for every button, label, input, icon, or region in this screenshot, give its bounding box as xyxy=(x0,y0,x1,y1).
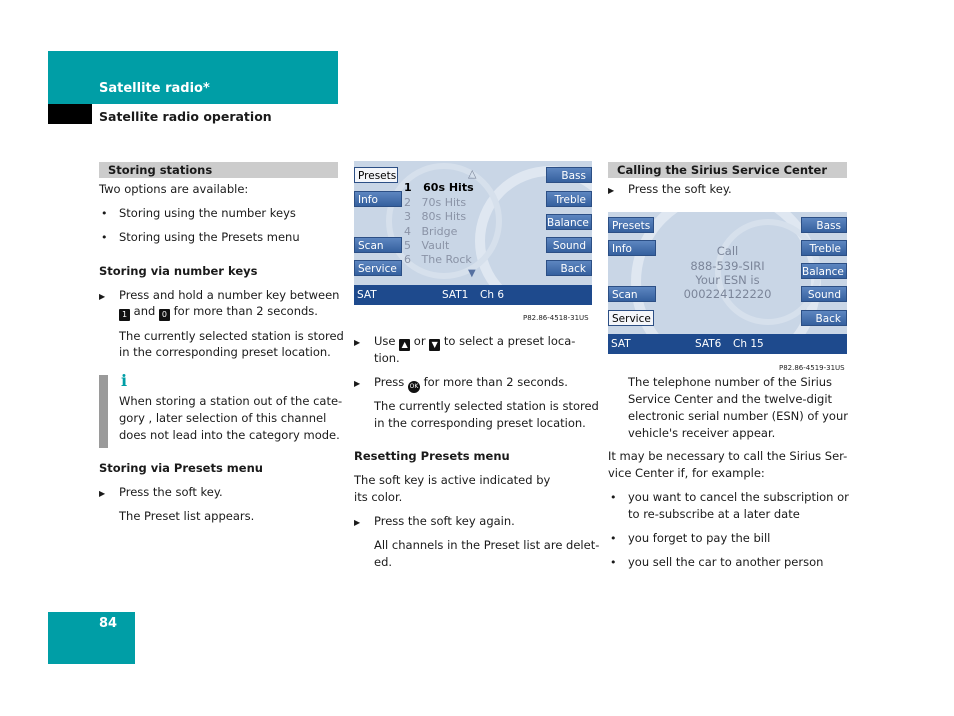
result-text: The Preset list appears. xyxy=(119,509,255,523)
step-text: Press the soft key again. xyxy=(374,514,515,528)
presets-screen xyxy=(354,161,592,305)
preset-item[interactable]: 5 Vault xyxy=(404,239,450,252)
info-icon: i xyxy=(121,371,128,390)
step-text-line: 1 and 0 for more than 2 seconds. xyxy=(119,303,318,321)
result-text: Service Center and the twelve-digit xyxy=(628,392,833,406)
note-text: gory , later selection of this channel xyxy=(119,411,327,425)
bullet-icon: • xyxy=(610,491,617,504)
section-marker xyxy=(48,104,92,124)
page-number: 84 xyxy=(99,616,118,631)
status-bar xyxy=(608,334,847,354)
step-arrow-icon: ▶ xyxy=(354,518,361,527)
step-arrow-icon: ▶ xyxy=(354,379,361,388)
body-text: The soft key is active indicated by xyxy=(354,473,551,487)
softkey-treble[interactable]: Treble xyxy=(801,240,847,256)
status-band: SAT xyxy=(357,289,377,301)
esn-number: 000224122220 xyxy=(683,287,772,301)
step-text: Press the soft key. xyxy=(628,182,732,196)
intro-text: Two options are available: xyxy=(99,182,249,196)
status-bar xyxy=(354,285,592,305)
softkey-treble[interactable]: Treble xyxy=(546,191,592,207)
bullet-icon: • xyxy=(101,207,108,220)
bullet-item: you want to cancel the subscription or xyxy=(628,490,849,504)
result-text: The telephone number of the Sirius xyxy=(628,375,833,389)
number-key-1-icon: 1 xyxy=(119,309,130,321)
preset-item[interactable]: 1 60s Hits xyxy=(404,181,474,194)
bullet-icon: • xyxy=(610,532,617,545)
call-label: Call xyxy=(716,244,739,258)
softkey-sound[interactable]: Sound xyxy=(546,237,592,253)
service-screen xyxy=(608,212,847,354)
bullet-item: to re-subscribe at a later date xyxy=(628,507,800,521)
step-arrow-icon: ▶ xyxy=(608,186,615,195)
result-text: The currently selected station is stored xyxy=(374,399,599,413)
step-text: tion. xyxy=(374,351,400,365)
result-text: in the corresponding preset location. xyxy=(374,416,586,430)
preset-item[interactable]: 3 80s Hits xyxy=(404,210,467,223)
figure-caption: P82.86-4518-31US xyxy=(523,314,589,322)
status-channel: Ch 6 xyxy=(480,289,505,301)
softkey-presets[interactable]: Presets xyxy=(608,217,654,233)
softkey-presets[interactable]: Presets xyxy=(354,167,398,183)
step-text-line: Press OK for more than 2 seconds. xyxy=(374,374,568,393)
scroll-down-icon[interactable]: ▼ xyxy=(468,268,476,279)
softkey-balance[interactable]: Balance xyxy=(801,263,847,279)
bullet-item: you sell the car to another person xyxy=(628,555,824,569)
step-arrow-icon: ▶ xyxy=(99,489,106,498)
softkey-info[interactable]: Info xyxy=(608,240,656,256)
section-title: Satellite radio operation xyxy=(99,109,272,124)
result-text: ed. xyxy=(374,555,393,569)
step-text: Press the soft key. xyxy=(119,485,223,499)
softkey-back[interactable]: Back xyxy=(801,310,847,326)
softkey-bass[interactable]: Bass xyxy=(546,167,592,183)
result-text: The currently selected station is stored xyxy=(119,329,344,343)
ok-key-icon: OK xyxy=(408,381,420,393)
down-arrow-key-icon: ▼ xyxy=(429,339,440,351)
bullet-icon: • xyxy=(101,231,108,244)
softkey-scan[interactable]: Scan xyxy=(354,237,402,253)
softkey-service[interactable]: Service xyxy=(354,260,402,276)
status-preset: SAT6 xyxy=(695,338,722,350)
status-channel: Ch 15 xyxy=(733,338,764,350)
preset-item[interactable]: 2 70s Hits xyxy=(404,196,467,209)
softkey-back[interactable]: Back xyxy=(546,260,592,276)
step-text: Press and hold a number key between xyxy=(119,288,340,302)
preset-item[interactable]: 6 The Rock xyxy=(404,253,472,266)
result-text: electronic serial number (ESN) of your xyxy=(628,409,848,423)
note-text: When storing a station out of the cate- xyxy=(119,394,343,408)
softkey-bass[interactable]: Bass xyxy=(801,217,847,233)
heading-storing-stations: Storing stations xyxy=(99,162,338,178)
number-key-0-icon: 0 xyxy=(159,309,170,321)
bullet-icon: • xyxy=(610,556,617,569)
bullet-item: you forget to pay the bill xyxy=(628,531,771,545)
result-text: in the corresponding preset location. xyxy=(119,345,331,359)
bullet-item: Storing using the number keys xyxy=(119,206,296,220)
note-text: does not lead into the category mode. xyxy=(119,428,340,442)
preset-item[interactable]: 4 Bridge xyxy=(404,225,458,238)
softkey-balance[interactable]: Balance xyxy=(546,214,592,230)
subheading-resetting: Resetting Presets menu xyxy=(354,449,510,463)
step-arrow-icon: ▶ xyxy=(99,292,106,301)
page-number-box xyxy=(48,612,135,664)
body-text: vice Center if, for example: xyxy=(608,466,765,480)
subheading-presets-menu: Storing via Presets menu xyxy=(99,461,263,475)
status-band: SAT xyxy=(611,338,631,350)
service-phone-number: 888-539-SIRI xyxy=(690,259,765,273)
up-arrow-key-icon: ▲ xyxy=(399,339,410,351)
softkey-info[interactable]: Info xyxy=(354,191,402,207)
step-text-line: Use ▲ or ▼ to select a preset loca- xyxy=(374,334,576,349)
heading-calling-service: Calling the Sirius Service Center xyxy=(608,162,847,178)
subheading-number-keys: Storing via number keys xyxy=(99,264,258,278)
note-bar xyxy=(99,375,108,448)
body-text: its color. xyxy=(354,490,403,504)
status-preset: SAT1 xyxy=(442,289,469,301)
result-text: All channels in the Preset list are delet- xyxy=(374,538,600,552)
esn-label: Your ESN is xyxy=(695,273,760,287)
softkey-scan[interactable]: Scan xyxy=(608,286,656,302)
result-text: vehicle's receiver appear. xyxy=(628,426,776,440)
softkey-sound[interactable]: Sound xyxy=(801,286,847,302)
scroll-up-icon[interactable]: △ xyxy=(468,167,477,180)
chapter-title: Satellite radio* xyxy=(99,81,210,96)
body-text: It may be necessary to call the Sirius Ser- xyxy=(608,449,848,463)
bullet-item: Storing using the Presets menu xyxy=(119,230,300,244)
softkey-service[interactable]: Service xyxy=(608,310,654,326)
figure-caption: P82.86-4519-31US xyxy=(779,364,845,372)
step-arrow-icon: ▶ xyxy=(354,338,361,347)
